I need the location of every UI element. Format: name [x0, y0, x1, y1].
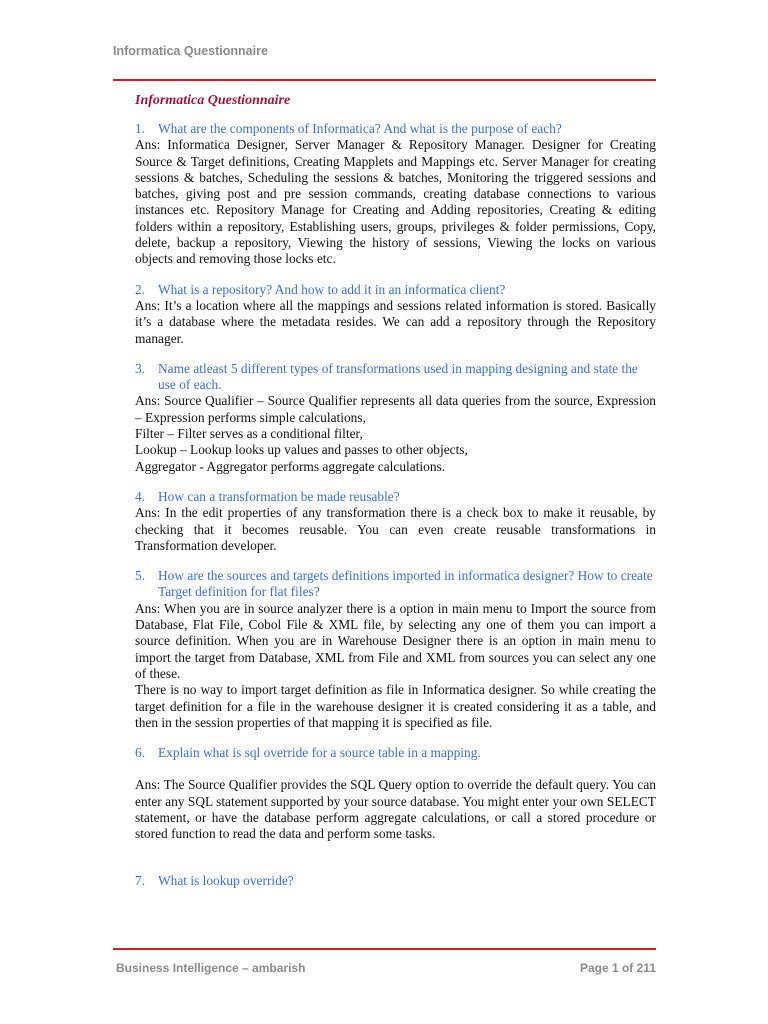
question-block-6	[135, 745, 656, 842]
question-7	[135, 873, 656, 889]
question-2	[135, 282, 656, 298]
question-number: 6.	[135, 745, 146, 761]
question-number: 5.	[135, 568, 146, 584]
question-text: Name atleast 5 different types of transformations used in mapping designing and state the use of each.	[158, 360, 638, 393]
page-number: Page 1 of 211	[579, 961, 656, 975]
running-header: Informatica Questionnaire	[113, 44, 268, 58]
footer-left: Business Intelligence – ambarish	[116, 961, 306, 975]
question-number: 1.	[135, 121, 146, 136]
question-text: Explain what is sql override for a source table in a mapping.	[158, 745, 481, 761]
answer-line: Aggregator - Aggregator performs aggregate calculations.	[135, 458, 446, 474]
answer-paragraph: Ans: When you are in source analyzer there is a option in main menu to Import the source from Database, Flat File, Cobol File & XML file, by selecting any one of them you can import a source definition. When you are in Warehouse Designer there is an option in main menu to import the target from Database, XML from File and XML from sources you can select any one of these.	[135, 600, 656, 681]
answer-paragraph: There is no way to import target definition as file in Informatica designer. So while creating the target definition for a file in the warehouse designer it is created considering it as a table, and then in the session properties of that mapping it is specified as file.	[135, 682, 656, 730]
question-text: How are the sources and targets definitions imported in informatica designer? How to create Target definition for flat files?	[158, 568, 653, 600]
answer-paragraph: Ans: It’s a location where all the mappings and sessions related information is stored. Basically it’s a database where the metadata resides. We can add a repository through the Repository manager.	[135, 297, 656, 346]
header-rule	[113, 79, 656, 81]
footer-rule	[113, 948, 656, 950]
question-block-4	[135, 489, 656, 554]
document-title: Informatica Questionnaire	[135, 93, 291, 108]
question-text: What are the components of Informatica? And what is the purpose of each?	[158, 121, 562, 136]
question-block-3	[135, 361, 656, 475]
question-6	[135, 745, 656, 761]
question-4	[135, 489, 656, 505]
question-block-1	[135, 121, 656, 268]
question-text: What is lookup override?	[158, 872, 294, 888]
question-number: 3.	[135, 360, 146, 376]
answer-paragraph: Ans: In the edit properties of any transformation there is a check box to make it reusable, by checking that it becomes reusable. You can even create reusable transformations in Transformation developer.	[135, 505, 656, 553]
question-1	[135, 121, 656, 137]
question-3	[135, 361, 656, 394]
question-block-7	[135, 873, 656, 889]
question-block-5	[135, 568, 656, 731]
question-number: 4.	[135, 488, 146, 504]
question-text: What is a repository? And how to add it in an informatica client?	[158, 281, 506, 297]
spacer	[135, 857, 656, 873]
question-number: 2.	[135, 281, 146, 297]
question-block-2	[135, 282, 656, 347]
page-content	[135, 92, 656, 903]
question-5	[135, 568, 656, 601]
answer-line: Ans: Source Qualifier – Source Qualifier represents all data queries from the source, Expression – Expression performs simple calculations,	[135, 393, 656, 425]
question-text: How can a transformation be made reusable?	[158, 488, 400, 504]
answer-line: Filter – Filter serves as a conditional filter,	[135, 426, 363, 442]
answer-paragraph: Ans: Informatica Designer, Server Manager & Repository Manager. Designer for Creating Source & Target definitions, Creating Mapplets and Mappings etc. Server Manager for creating sessions & batches, Scheduling the sessions & batches, Monitoring the triggered sessions and batches, giving post and pre session commands, creating database connections to various instances etc. Repository Manage for Creating and Adding repositories, Creating & editing folders within a repository, Establishing users, groups, privileges & folder permissions, Copy, delete, backup a repository, Viewing the history of sessions, Viewing the locks on various objects and removing those locks etc.	[135, 137, 656, 267]
question-number: 7.	[135, 872, 146, 888]
spacer	[135, 761, 656, 777]
answer-line: Lookup – Lookup looks up values and passes to other objects,	[135, 442, 468, 458]
answer-paragraph: Ans: The Source Qualifier provides the SQL Query option to override the default query. You can enter any SQL statement supported by your source database. You might enter your own SELECT statement, or have the database perform aggregate calculations, or call a stored procedure or stored function to read the data and perform some tasks.	[135, 777, 656, 842]
